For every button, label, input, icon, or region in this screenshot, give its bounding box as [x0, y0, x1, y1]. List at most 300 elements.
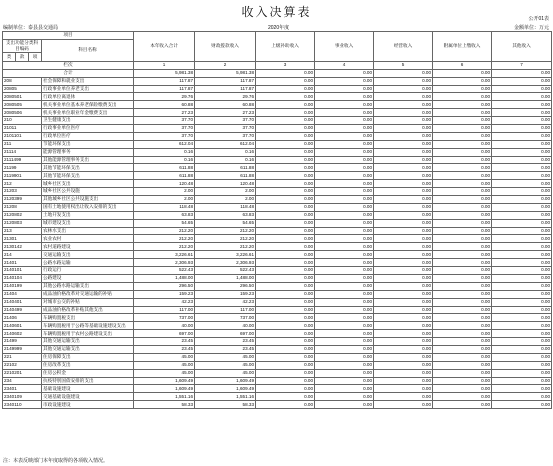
value-cell: 0.00	[374, 290, 433, 298]
total-value: 0.00	[315, 69, 374, 77]
value-cell: 0.00	[492, 243, 552, 251]
subject-cell: 节能环保支出	[42, 140, 134, 148]
value-cell: 117.87	[134, 85, 195, 93]
value-cell: 0.00	[315, 85, 374, 93]
value-cell: 0.00	[315, 290, 374, 298]
value-cell: 0.00	[315, 251, 374, 259]
value-cell: 0.00	[433, 164, 492, 172]
value-cell: 0.00	[492, 101, 552, 109]
value-cell: 0.00	[256, 172, 315, 180]
value-cell: 0.00	[256, 290, 315, 298]
value-cell: 0.00	[374, 322, 433, 330]
value-cell: 0.00	[256, 180, 315, 188]
value-cell: 1,609.49	[195, 377, 256, 385]
value-cell: 0.00	[374, 330, 433, 338]
value-cell: 0.00	[433, 125, 492, 133]
value-cell: 0.00	[374, 85, 433, 93]
value-cell: 0.00	[433, 109, 492, 117]
code-cell: 213	[3, 227, 42, 235]
subject-cell: 住房公积金	[42, 369, 134, 377]
value-cell: 0.00	[433, 101, 492, 109]
table-row	[3, 377, 552, 385]
total-value: 5,981.38	[134, 69, 195, 77]
value-cell: 0.00	[374, 117, 433, 125]
value-cell: 0.00	[433, 117, 492, 125]
subject-cell: 市政设施建设	[42, 401, 134, 409]
value-cell: 0.00	[256, 377, 315, 385]
value-cell: 0.00	[433, 77, 492, 85]
code-cell: 2140499	[3, 306, 42, 314]
value-cell: 0.00	[315, 361, 374, 369]
value-cell: 0.00	[256, 140, 315, 148]
value-cell: 0.00	[374, 164, 433, 172]
value-cell: 0.00	[315, 180, 374, 188]
value-cell: 0.00	[315, 345, 374, 353]
value-cell: 42.23	[195, 298, 256, 306]
lei-header: 类	[3, 52, 16, 61]
value-cell: 45.00	[134, 361, 195, 369]
value-cell: 0.00	[315, 172, 374, 180]
code-cell: 21011	[3, 125, 42, 133]
value-cell: 45.00	[134, 369, 195, 377]
table-row	[3, 345, 552, 353]
value-cell: 40.00	[195, 322, 256, 330]
value-cell: 3,226.61	[195, 251, 256, 259]
col-number: 2	[195, 61, 256, 69]
table-row	[3, 314, 552, 322]
table-row	[3, 251, 552, 259]
value-cell: 1,551.16	[195, 393, 256, 401]
value-cell: 0.00	[374, 377, 433, 385]
value-cell: 0.00	[374, 251, 433, 259]
value-cell: 0.00	[374, 369, 433, 377]
table-row	[3, 85, 552, 93]
value-cell: 1,609.49	[134, 385, 195, 393]
value-cell: 0.00	[315, 267, 374, 275]
code-cell: 212	[3, 180, 42, 188]
report-year: 2020年度	[268, 25, 290, 31]
value-cell: 37.70	[134, 117, 195, 125]
value-cell: 0.00	[492, 393, 552, 401]
value-cell: 0.00	[374, 393, 433, 401]
value-cell: 0.00	[256, 188, 315, 196]
value-cell: 0.00	[315, 235, 374, 243]
col-header: 附属单位上缴收入	[433, 32, 492, 62]
code-cell: 21301	[3, 235, 42, 243]
value-cell: 0.00	[315, 211, 374, 219]
value-cell: 1,488.00	[195, 274, 256, 282]
code-cell: 2340110	[3, 401, 42, 409]
value-cell: 0.00	[256, 235, 315, 243]
value-cell: 0.00	[492, 188, 552, 196]
subject-cell: 行政单位医疗	[42, 132, 134, 140]
value-cell: 0.00	[315, 101, 374, 109]
table-row	[3, 172, 552, 180]
value-cell: 0.00	[433, 140, 492, 148]
value-cell: 0.00	[374, 385, 433, 393]
value-cell: 0.00	[315, 298, 374, 306]
value-cell: 0.00	[492, 203, 552, 211]
table-row	[3, 211, 552, 219]
value-cell: 0.00	[315, 203, 374, 211]
value-cell: 0.00	[492, 353, 552, 361]
code-cell: 21114	[3, 148, 42, 156]
value-cell: 0.00	[256, 211, 315, 219]
value-cell: 0.00	[315, 227, 374, 235]
value-cell: 0.00	[315, 274, 374, 282]
value-cell: 0.00	[256, 219, 315, 227]
value-cell: 0.00	[256, 393, 315, 401]
subject-cell: 能源管理事务	[42, 148, 134, 156]
code-cell: 21499	[3, 338, 42, 346]
subject-cell: 其他交通运输支出	[42, 338, 134, 346]
table-row	[3, 77, 552, 85]
value-cell: 0.00	[433, 385, 492, 393]
table-row	[3, 227, 552, 235]
value-cell: 737.00	[134, 314, 195, 322]
value-cell: 2,306.93	[134, 259, 195, 267]
subject-cell: 成品油价格改革对交通运输的补贴	[42, 290, 134, 298]
value-cell: 40.00	[134, 322, 195, 330]
value-cell: 0.00	[433, 377, 492, 385]
value-cell: 1,551.16	[134, 393, 195, 401]
value-cell: 0.00	[256, 77, 315, 85]
code-cell: 21199	[3, 164, 42, 172]
value-cell: 118.48	[195, 203, 256, 211]
value-cell: 0.00	[433, 188, 492, 196]
total-value: 0.00	[374, 69, 433, 77]
value-cell: 737.00	[195, 314, 256, 322]
subject-cell: 交通运输支出	[42, 251, 134, 259]
table-row	[3, 393, 552, 401]
code-cell: 2340109	[3, 393, 42, 401]
table-row	[3, 330, 552, 338]
value-cell: 522.43	[195, 267, 256, 275]
value-cell: 0.00	[374, 235, 433, 243]
value-cell: 0.00	[492, 298, 552, 306]
value-cell: 0.00	[256, 164, 315, 172]
value-cell: 0.00	[256, 125, 315, 133]
value-cell: 0.00	[492, 274, 552, 282]
subject-cell: 其他城乡社区公共设施支出	[42, 196, 134, 204]
table-row	[3, 132, 552, 140]
value-cell: 612.04	[195, 140, 256, 148]
value-cell: 0.00	[433, 306, 492, 314]
subject-cell: 国有土地使用权出让收入安排的支出	[42, 203, 134, 211]
code-cell: 21406	[3, 314, 42, 322]
code-cell: 234	[3, 377, 42, 385]
table-row	[3, 203, 552, 211]
value-cell: 0.00	[492, 290, 552, 298]
value-cell: 0.00	[256, 156, 315, 164]
value-cell: 1,488.00	[134, 274, 195, 282]
value-cell: 0.00	[374, 93, 433, 101]
value-cell: 0.00	[256, 306, 315, 314]
value-cell: 29.76	[134, 93, 195, 101]
code-cell: 22102	[3, 361, 42, 369]
value-cell: 0.00	[374, 243, 433, 251]
value-cell: 0.00	[374, 298, 433, 306]
value-cell: 0.00	[256, 298, 315, 306]
value-cell: 0.00	[433, 148, 492, 156]
value-cell: 0.00	[433, 251, 492, 259]
table-row	[3, 164, 552, 172]
value-cell: 0.00	[374, 401, 433, 409]
code-cell: 210	[3, 117, 42, 125]
table-row	[3, 282, 552, 290]
col-header: 事业收入	[315, 32, 374, 62]
value-cell: 117.87	[134, 77, 195, 85]
value-cell: 0.00	[256, 353, 315, 361]
value-cell: 0.00	[315, 322, 374, 330]
value-cell: 0.00	[315, 259, 374, 267]
table-row	[3, 361, 552, 369]
total-value: 0.00	[256, 69, 315, 77]
value-cell: 0.00	[492, 156, 552, 164]
value-cell: 37.70	[134, 132, 195, 140]
value-cell: 0.00	[374, 196, 433, 204]
value-cell: 0.00	[315, 132, 374, 140]
code-cell: 2120802	[3, 211, 42, 219]
subject-cell: 其他节能环保支出	[42, 172, 134, 180]
value-cell: 0.00	[256, 361, 315, 369]
code-cell: 21401	[3, 259, 42, 267]
value-cell: 2.00	[134, 188, 195, 196]
value-cell: 0.00	[374, 188, 433, 196]
value-cell: 0.00	[256, 345, 315, 353]
table-row	[3, 180, 552, 188]
value-cell: 117.87	[195, 85, 256, 93]
value-cell: 0.00	[492, 401, 552, 409]
table-row	[3, 322, 552, 330]
col-header: 经营收入	[374, 32, 433, 62]
value-cell: 0.00	[315, 377, 374, 385]
value-cell: 0.00	[256, 243, 315, 251]
value-cell: 0.00	[492, 148, 552, 156]
value-cell: 0.00	[374, 156, 433, 164]
value-cell: 0.00	[433, 211, 492, 219]
value-cell: 0.00	[433, 93, 492, 101]
code-cell: 2140401	[3, 298, 42, 306]
subject-cell: 车辆购置税支出	[42, 314, 134, 322]
table-row	[3, 401, 552, 409]
value-cell: 60.88	[195, 101, 256, 109]
subject-cell: 其他能源管理事务支出	[42, 156, 134, 164]
value-cell: 0.00	[256, 282, 315, 290]
subject-cell: 城市建设支出	[42, 219, 134, 227]
value-cell: 0.00	[433, 290, 492, 298]
value-cell: 0.00	[374, 345, 433, 353]
value-cell: 611.88	[134, 164, 195, 172]
subject-cell: 行政单位离退休	[42, 93, 134, 101]
subject-cell: 其他节能环保支出	[42, 164, 134, 172]
form-number: 公开01表	[528, 16, 549, 22]
value-cell: 37.70	[134, 125, 195, 133]
value-cell: 37.70	[195, 132, 256, 140]
value-cell: 296.50	[195, 282, 256, 290]
value-cell: 0.00	[492, 77, 552, 85]
value-cell: 0.00	[315, 93, 374, 101]
value-cell: 0.16	[195, 156, 256, 164]
value-cell: 0.00	[374, 125, 433, 133]
table-row	[3, 148, 552, 156]
value-cell: 0.00	[374, 211, 433, 219]
col-number: 3	[256, 61, 315, 69]
code-cell: 21404	[3, 290, 42, 298]
table-row	[3, 298, 552, 306]
value-cell: 0.00	[433, 401, 492, 409]
value-cell: 0.00	[374, 306, 433, 314]
value-cell: 0.00	[315, 385, 374, 393]
value-cell: 611.88	[195, 172, 256, 180]
value-cell: 0.00	[492, 132, 552, 140]
value-cell: 0.00	[374, 148, 433, 156]
value-cell: 0.00	[433, 180, 492, 188]
value-cell: 0.00	[492, 85, 552, 93]
value-cell: 0.00	[256, 314, 315, 322]
code-cell: 21203	[3, 188, 42, 196]
value-cell: 0.00	[256, 196, 315, 204]
value-cell: 0.00	[374, 282, 433, 290]
value-cell: 63.83	[134, 211, 195, 219]
value-cell: 0.00	[315, 369, 374, 377]
value-cell: 0.00	[492, 361, 552, 369]
code-cell: 21208	[3, 203, 42, 211]
subject-cell: 住房改革支出	[42, 361, 134, 369]
value-cell: 0.00	[433, 322, 492, 330]
value-cell: 0.00	[492, 172, 552, 180]
table-row	[3, 259, 552, 267]
subject-cell: 其他交通运输支出	[42, 345, 134, 353]
value-cell: 0.00	[256, 85, 315, 93]
code-cell: 2140104	[3, 274, 42, 282]
value-cell: 23.45	[195, 338, 256, 346]
value-cell: 0.00	[492, 306, 552, 314]
subject-cell: 机关事业单位职业年金缴费支出	[42, 109, 134, 117]
value-cell: 63.83	[195, 211, 256, 219]
value-cell: 0.00	[374, 314, 433, 322]
value-cell: 0.00	[433, 235, 492, 243]
value-cell: 0.00	[492, 267, 552, 275]
col-header: 上级补助收入	[256, 32, 315, 62]
total-value: 0.00	[492, 69, 552, 77]
value-cell: 23.45	[134, 338, 195, 346]
value-cell: 0.00	[433, 85, 492, 93]
value-cell: 212.20	[134, 243, 195, 251]
value-cell: 0.00	[492, 251, 552, 259]
value-cell: 0.00	[374, 172, 433, 180]
value-cell: 0.00	[433, 338, 492, 346]
code-cell: 2140601	[3, 322, 42, 330]
value-cell: 296.50	[134, 282, 195, 290]
value-cell: 0.00	[256, 251, 315, 259]
code-cell: 2140101	[3, 267, 42, 275]
total-value: 0.00	[433, 69, 492, 77]
value-cell: 0.00	[433, 369, 492, 377]
value-cell: 0.00	[433, 314, 492, 322]
value-cell: 697.00	[195, 330, 256, 338]
col-number: 4	[315, 61, 374, 69]
value-cell: 212.20	[134, 227, 195, 235]
value-cell: 0.00	[492, 345, 552, 353]
value-cell: 0.00	[374, 338, 433, 346]
subject-cell: 车辆购置税用于农村公路建设支出	[42, 330, 134, 338]
subject-cell: 城乡社区公共设施	[42, 188, 134, 196]
code-cell: 2101101	[3, 132, 42, 140]
code-cell: 2130142	[3, 243, 42, 251]
value-cell: 0.00	[374, 267, 433, 275]
value-cell: 0.00	[315, 401, 374, 409]
value-cell: 0.00	[433, 203, 492, 211]
subject-cell: 行政事业单位医疗	[42, 125, 134, 133]
value-cell: 612.04	[134, 140, 195, 148]
value-cell: 697.00	[134, 330, 195, 338]
value-cell: 0.00	[315, 196, 374, 204]
value-cell: 0.00	[374, 274, 433, 282]
value-cell: 0.00	[492, 338, 552, 346]
value-cell: 120.48	[134, 180, 195, 188]
value-cell: 118.48	[134, 203, 195, 211]
code-cell: 2120803	[3, 219, 42, 227]
value-cell: 0.00	[433, 259, 492, 267]
lanci-header: 栏次	[3, 61, 134, 69]
value-cell: 0.00	[433, 267, 492, 275]
value-cell: 0.00	[433, 282, 492, 290]
value-cell: 212.20	[195, 243, 256, 251]
value-cell: 27.23	[195, 109, 256, 117]
value-cell: 37.70	[195, 117, 256, 125]
subject-cell: 卫生健康支出	[42, 117, 134, 125]
code-cell: 2111499	[3, 156, 42, 164]
unit-label: 编制单位：泰县县交通局	[3, 25, 59, 31]
value-cell: 611.88	[195, 164, 256, 172]
value-cell: 0.00	[492, 259, 552, 267]
xiang-header: 项	[29, 52, 42, 61]
value-cell: 0.00	[256, 117, 315, 125]
page-title: 收入决算表	[241, 5, 312, 19]
table-row	[3, 156, 552, 164]
kuan-header: 款	[16, 52, 29, 61]
table-row	[3, 274, 552, 282]
value-cell: 0.00	[374, 140, 433, 148]
subject-cell: 农林水支出	[42, 227, 134, 235]
value-cell: 0.00	[374, 353, 433, 361]
money-unit: 金额单位：万元	[513, 25, 549, 31]
value-cell: 0.00	[433, 132, 492, 140]
value-cell: 0.00	[256, 227, 315, 235]
footnote: 注：本表反映部门本年度取得的各项收入情况。	[3, 458, 109, 464]
value-cell: 117.87	[195, 77, 256, 85]
value-cell: 2.00	[195, 196, 256, 204]
value-cell: 0.00	[315, 109, 374, 117]
value-cell: 0.00	[374, 132, 433, 140]
value-cell: 0.00	[433, 196, 492, 204]
value-cell: 0.00	[492, 117, 552, 125]
value-cell: 0.00	[256, 369, 315, 377]
subject-cell: 农业农村	[42, 235, 134, 243]
total-value: 5,981.38	[195, 69, 256, 77]
value-cell: 0.00	[492, 164, 552, 172]
value-cell: 212.20	[195, 227, 256, 235]
value-cell: 54.65	[195, 219, 256, 227]
col-number: 6	[433, 61, 492, 69]
code-cell: 2140199	[3, 282, 42, 290]
col-header: 其他收入	[492, 32, 552, 62]
value-cell: 0.16	[134, 148, 195, 156]
code-cell: 2119901	[3, 172, 42, 180]
subject-cell: 行政运行	[42, 267, 134, 275]
value-cell: 0.00	[256, 267, 315, 275]
